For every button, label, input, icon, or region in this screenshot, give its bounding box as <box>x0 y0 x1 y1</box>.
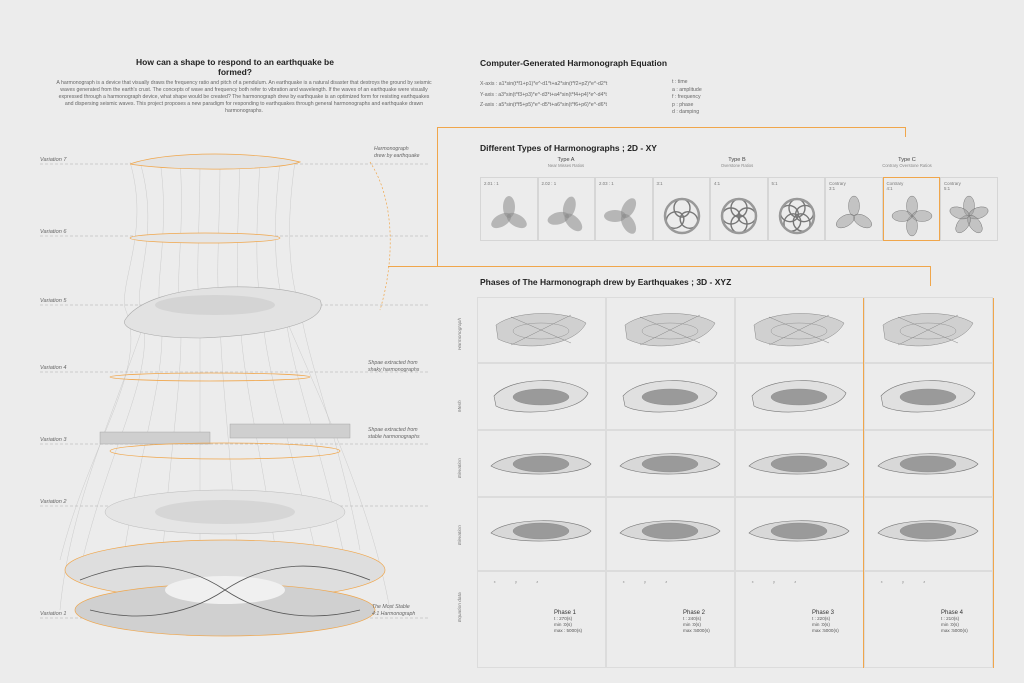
axis-label: x <box>622 580 625 584</box>
phase-max: max : 5000(s) <box>554 628 583 633</box>
harmonograph-3d-shape <box>744 438 854 488</box>
equation-lines <box>480 79 607 111</box>
variation-label: Variation 4 <box>40 365 67 371</box>
phases-3d-title: Phases of The Harmonograph drew by Earthquakes ; 3D - XYZ <box>480 277 732 287</box>
note-line: Harmonograph <box>374 146 409 152</box>
row-label-harmonograph: Harmonograph <box>458 318 463 350</box>
axis-label: y <box>644 580 646 584</box>
phase-image-cell <box>864 363 993 430</box>
phase-image-cell <box>606 497 735 571</box>
phase-max: max :5000(s) <box>941 628 968 633</box>
variation-tower-diagram <box>0 140 450 660</box>
phase-name: Phase 4 <box>941 610 964 616</box>
row-label-mesh: Mesh <box>458 400 463 412</box>
equation-title: Computer-Generated Harmonograph Equation <box>480 58 668 68</box>
phase-image-cell <box>864 497 993 571</box>
harmonograph-2d-shape <box>660 194 704 238</box>
phase-data-cell <box>735 571 864 668</box>
harmonograph-3d-shape <box>486 438 596 488</box>
variation-label: Variation 2 <box>40 499 67 505</box>
harmonograph-3d-shape <box>744 371 854 421</box>
phase-image-cell <box>477 430 606 497</box>
variation-label: Variation 1 <box>40 611 67 617</box>
type-2d-cell <box>710 177 768 241</box>
axis-label: z <box>665 580 668 584</box>
harmonograph-3d-shape <box>873 371 983 421</box>
axis-label: z <box>923 580 926 584</box>
phase4-highlight <box>863 298 864 668</box>
harmonograph-3d-shape <box>615 438 725 488</box>
note-line: 4:1 Harmonograph <box>372 611 416 617</box>
phase-name: Phase 1 <box>554 610 577 616</box>
legend-item: f : frequency <box>672 94 701 100</box>
connector-line <box>905 127 906 137</box>
harmonograph-3d-shape <box>615 305 725 355</box>
type-b-label <box>652 157 822 168</box>
row-label-elevation: Elevation <box>458 458 463 478</box>
axis-label: z <box>536 580 539 584</box>
phase-image-cell <box>864 430 993 497</box>
note-shaky <box>368 360 438 374</box>
harmonograph-2d-shape <box>717 194 761 238</box>
phase-image-cell <box>606 430 735 497</box>
phase-t: t : 270(s) <box>554 616 573 621</box>
left-title: How can a shape to respond to an earthquake be formed? <box>136 57 334 77</box>
phase-info <box>812 610 839 634</box>
intro-paragraph: A harmonograph is a device that visually draws the frequency ratio and pitch of a pendulum. An earthquake is a natural disaster that destroys the ground by seismic waves generated from the earth's crust. The concepts of wave and frequency both refer to vibration and wavelength. If the waves of an earthquake were visually expressed through a harmonograph device, what shape would be created? The harmonograph drew by earthquake is an optimized form for resisting earthquakes and dispersing seismic waves. This project proposes a new paradigm for responding to earthquakes through general harmonographs and earthquake drawn harmonographs. <box>56 80 432 114</box>
type-2d-cell <box>825 177 883 241</box>
phase-image-cell <box>606 363 735 430</box>
note-most-stable <box>372 604 442 618</box>
note-line: drew by earthquake <box>374 153 420 159</box>
phase-max: max :5000(s) <box>812 628 839 633</box>
legend-item: a : amplitude <box>672 86 702 93</box>
type-sub: Overstone Ratios <box>720 163 754 168</box>
equation-x: X-axis : a1*sin(t*f1+p1)*e^-d1*t+a2*sin(t*f2+p2)*e^-d2*t <box>480 81 608 87</box>
ratio-label: 4:1 <box>714 181 721 186</box>
harmonograph-2d-shape <box>890 194 934 238</box>
types-2d-title: Different Types of Harmonographs ; 2D - XY <box>480 143 657 153</box>
note-line: The Most Stable <box>372 604 410 610</box>
phase-t: t : 210(s) <box>941 616 960 621</box>
phase-info <box>683 610 710 634</box>
ratio-label: Contrary 4:1 <box>886 181 904 191</box>
ratio-label: 5:1 <box>771 181 778 186</box>
harmonograph-3d-shape <box>873 438 983 488</box>
phase4-highlight <box>993 298 994 668</box>
type-2d-cell <box>595 177 653 241</box>
phase-t: t : 240(s) <box>683 616 702 621</box>
phase-image-cell <box>735 297 864 363</box>
connector-line <box>930 266 931 286</box>
row-label-equation-data: Equation data <box>458 592 463 622</box>
phase-data-cell <box>606 571 735 668</box>
harmonograph-3d-shape <box>486 305 596 355</box>
phase-min: min :0(s) <box>554 622 572 627</box>
type-name: Type C <box>898 157 916 163</box>
equation-z: Z-axis : a5*sin(t*f5+p5)*e^-d5*t+a6*sin(t*f6+p6)*e^-d6*t <box>480 102 607 108</box>
phase-data-cell <box>477 571 606 668</box>
ratio-label: 2.01 : 1 <box>484 181 499 186</box>
ratio-label: 2.02 : 1 <box>541 181 557 186</box>
connector-line <box>437 127 438 267</box>
type-sub: Near Misses Ratios <box>547 163 585 168</box>
variation-label: Variation 3 <box>40 437 67 443</box>
harmonograph-3d-shape <box>873 505 983 555</box>
type-2d-cell <box>538 177 596 241</box>
harmonograph-3d-shape <box>744 305 854 355</box>
phase-min: min :0(s) <box>812 622 830 627</box>
legend-item: t : time <box>672 79 688 85</box>
type-a-label <box>480 157 652 168</box>
phase-image-cell <box>477 297 606 363</box>
type-c-label <box>822 157 992 168</box>
phase-image-cell <box>735 497 864 571</box>
harmonograph-3d-shape <box>486 505 596 555</box>
ratio-label: Contrary 5:1 <box>944 181 961 191</box>
variation-label: Variation 7 <box>40 157 67 163</box>
harmonograph-2d-shape <box>487 194 531 238</box>
note-line: stable harmonographs <box>368 434 420 440</box>
note-harmonograph <box>374 146 434 160</box>
type-name: Type B <box>728 157 746 163</box>
phase-t: t : 220(s) <box>812 616 831 621</box>
type-2d-cell <box>768 177 826 241</box>
xyz-header <box>871 580 935 585</box>
legend-item: d : damping <box>672 109 700 115</box>
equation-y: Y-axis : a3*sin(t*f3+p3)*e^-d3*t+a4*sin(t*f4+p4)*e^-d4*t <box>480 91 607 98</box>
type-2d-cell <box>480 177 538 241</box>
note-line: Shpae extracted from <box>368 427 418 433</box>
phase-name: Phase 3 <box>812 610 835 616</box>
phase-min: min :0(s) <box>941 622 959 627</box>
phase-max: max :5000(s) <box>683 628 710 633</box>
harmonograph-3d-shape <box>873 305 983 355</box>
note-stable <box>368 427 438 441</box>
ratio-label: 3:1 <box>656 181 663 186</box>
axis-label: x <box>751 580 754 584</box>
axis-label: y <box>902 580 904 584</box>
phase-data-cell <box>864 571 993 668</box>
type-2d-cell <box>883 177 941 241</box>
phase-info <box>941 610 968 634</box>
phase-image-cell <box>735 363 864 430</box>
phase-image-cell <box>477 497 606 571</box>
type-2d-cell <box>940 177 998 241</box>
axis-label: x <box>880 580 883 584</box>
harmonograph-3d-shape <box>744 505 854 555</box>
connector-line <box>388 266 931 267</box>
phase-min: min :0(s) <box>683 622 701 627</box>
phase-info <box>554 610 582 634</box>
row-label-elevation-2: Elevation <box>458 525 463 545</box>
phase-image-cell <box>864 297 993 363</box>
equation-legend <box>672 79 702 117</box>
ratio-label: 2.03 : 1 <box>599 181 614 186</box>
connector-line <box>437 127 905 128</box>
phase-image-cell <box>735 430 864 497</box>
legend-item: p : phase <box>672 101 694 108</box>
type-2d-cell <box>653 177 711 241</box>
phase-image-cell <box>606 297 735 363</box>
phase-image-cell <box>477 363 606 430</box>
type-sub: Contrary Overstone Ratios <box>882 163 932 168</box>
harmonograph-3d-shape <box>486 371 596 421</box>
harmonograph-2d-shape <box>832 194 876 238</box>
harmonograph-3d-shape <box>615 505 725 555</box>
xyz-header <box>484 580 548 585</box>
xyz-header <box>613 580 677 585</box>
axis-label: y <box>773 580 775 584</box>
harmonograph-2d-shape <box>545 194 589 238</box>
axis-label: z <box>794 580 797 584</box>
type-name: Type A <box>557 157 575 163</box>
harmonograph-2d-shape <box>775 194 819 238</box>
harmonograph-2d-shape <box>602 194 646 238</box>
harmonograph-3d-shape <box>615 371 725 421</box>
axis-label: x <box>493 580 496 584</box>
phase-name: Phase 2 <box>683 610 706 616</box>
axis-label: y <box>515 580 517 584</box>
note-line: shaky harmonographs <box>368 367 420 373</box>
ratio-label: Contrary 3:1 <box>829 181 846 191</box>
note-line: Shpae extracted from <box>368 360 418 366</box>
harmonograph-2d-shape <box>947 194 991 238</box>
variation-label: Variation 5 <box>40 298 67 304</box>
xyz-header <box>742 580 806 585</box>
variation-label: Variation 6 <box>40 229 67 235</box>
